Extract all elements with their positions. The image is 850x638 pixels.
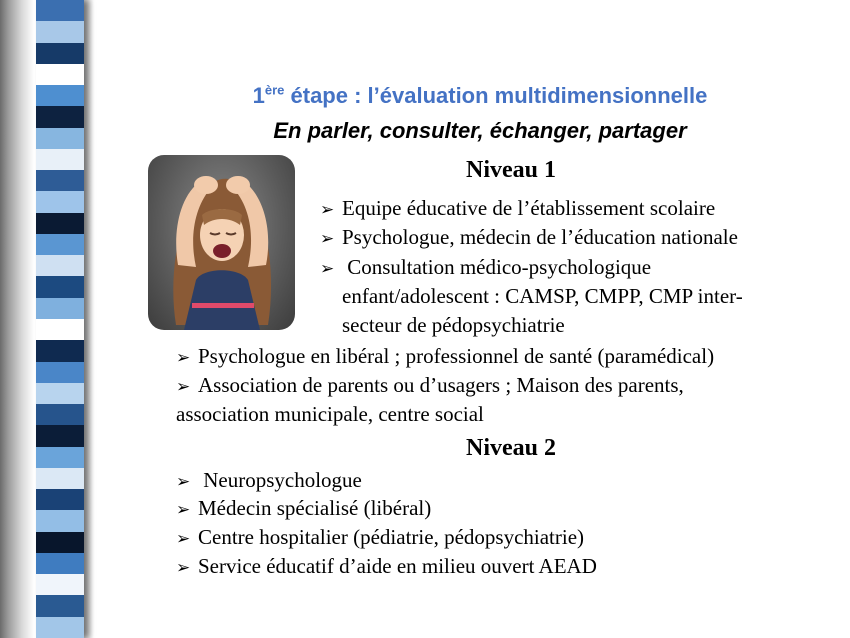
item-text: Neuropsychologue xyxy=(198,468,362,492)
item-text: Centre hospitalier (pédiatrie, pédopsychiatrie) xyxy=(198,525,585,549)
strip-segment xyxy=(36,319,84,340)
strip-segment xyxy=(36,170,84,191)
level1-item xyxy=(176,343,714,372)
level1-item xyxy=(176,372,684,401)
strip-segment xyxy=(36,532,84,553)
item-text: Service éducatif d’aide en milieu ouvert AEAD xyxy=(198,554,597,578)
arrow-bullet-icon: ➢ xyxy=(320,229,335,249)
level1-heading: Niveau 1 xyxy=(466,157,556,183)
strip-segment xyxy=(36,362,84,383)
level1-item xyxy=(320,254,651,283)
level1-item xyxy=(320,224,738,253)
strip-segment xyxy=(36,425,84,446)
strip-segment xyxy=(36,213,84,234)
item-text: Psychologue, médecin de l’éducation nationale xyxy=(342,225,738,249)
strip-segment xyxy=(36,617,84,638)
strip-segment xyxy=(36,404,84,425)
item-text: association municipale, centre social xyxy=(176,402,484,426)
level2-item xyxy=(176,553,597,582)
strip-segment xyxy=(36,298,84,319)
strip-segment xyxy=(36,340,84,361)
strip-segment xyxy=(36,234,84,255)
level2-item xyxy=(176,467,362,496)
decorative-color-strip xyxy=(36,0,84,638)
strip-segment xyxy=(36,106,84,127)
arrow-bullet-icon: ➢ xyxy=(176,348,191,368)
strip-segment xyxy=(36,128,84,149)
distressed-child-illustration xyxy=(148,155,295,330)
strip-segment xyxy=(36,191,84,212)
arrow-bullet-icon: ➢ xyxy=(320,200,335,220)
strip-segment xyxy=(36,574,84,595)
strip-segment xyxy=(36,276,84,297)
strip-segment xyxy=(36,21,84,42)
item-text: Consultation médico-psychologique xyxy=(342,255,652,279)
strip-segment xyxy=(36,43,84,64)
arrow-bullet-icon: ➢ xyxy=(176,377,191,397)
level1-item xyxy=(342,283,743,310)
strip-segment xyxy=(36,149,84,170)
strip-segment xyxy=(36,64,84,85)
arrow-bullet-icon: ➢ xyxy=(320,259,335,279)
strip-segment xyxy=(36,85,84,106)
strip-segment xyxy=(36,553,84,574)
level1-item xyxy=(176,401,484,428)
slide-subtitle: En parler, consulter, échanger, partager xyxy=(273,118,687,143)
slide-title: 1ère étape : l’évaluation multidimensionnelle xyxy=(252,82,708,108)
level2-heading: Niveau 2 xyxy=(466,435,556,461)
strip-segment xyxy=(36,0,84,21)
strip-segment xyxy=(36,595,84,616)
level2-item xyxy=(176,495,431,524)
strip-segment xyxy=(36,489,84,510)
item-text: secteur de pédopsychiatrie xyxy=(342,313,565,337)
item-text: Médecin spécialisé (libéral) xyxy=(198,496,432,520)
item-text: enfant/adolescent : CAMSP, CMPP, CMP inter- xyxy=(342,284,743,308)
arrow-bullet-icon: ➢ xyxy=(176,558,191,578)
strip-shadow xyxy=(84,0,94,638)
level1-item xyxy=(320,195,715,224)
level2-item xyxy=(176,524,584,553)
item-text: Association de parents ou d’usagers ; Maison des parents, xyxy=(198,373,684,397)
strip-segment xyxy=(36,383,84,404)
child-photo xyxy=(148,155,295,330)
item-text: Psychologue en libéral ; professionnel de santé (paramédical) xyxy=(198,344,715,368)
level1-item xyxy=(342,312,565,339)
strip-segment xyxy=(36,510,84,531)
arrow-bullet-icon: ➢ xyxy=(176,472,191,492)
strip-segment xyxy=(36,255,84,276)
strip-segment xyxy=(36,447,84,468)
arrow-bullet-icon: ➢ xyxy=(176,529,191,549)
item-text: Equipe éducative de l’établissement scolaire xyxy=(342,196,716,220)
strip-segment xyxy=(36,468,84,489)
arrow-bullet-icon: ➢ xyxy=(176,500,191,520)
